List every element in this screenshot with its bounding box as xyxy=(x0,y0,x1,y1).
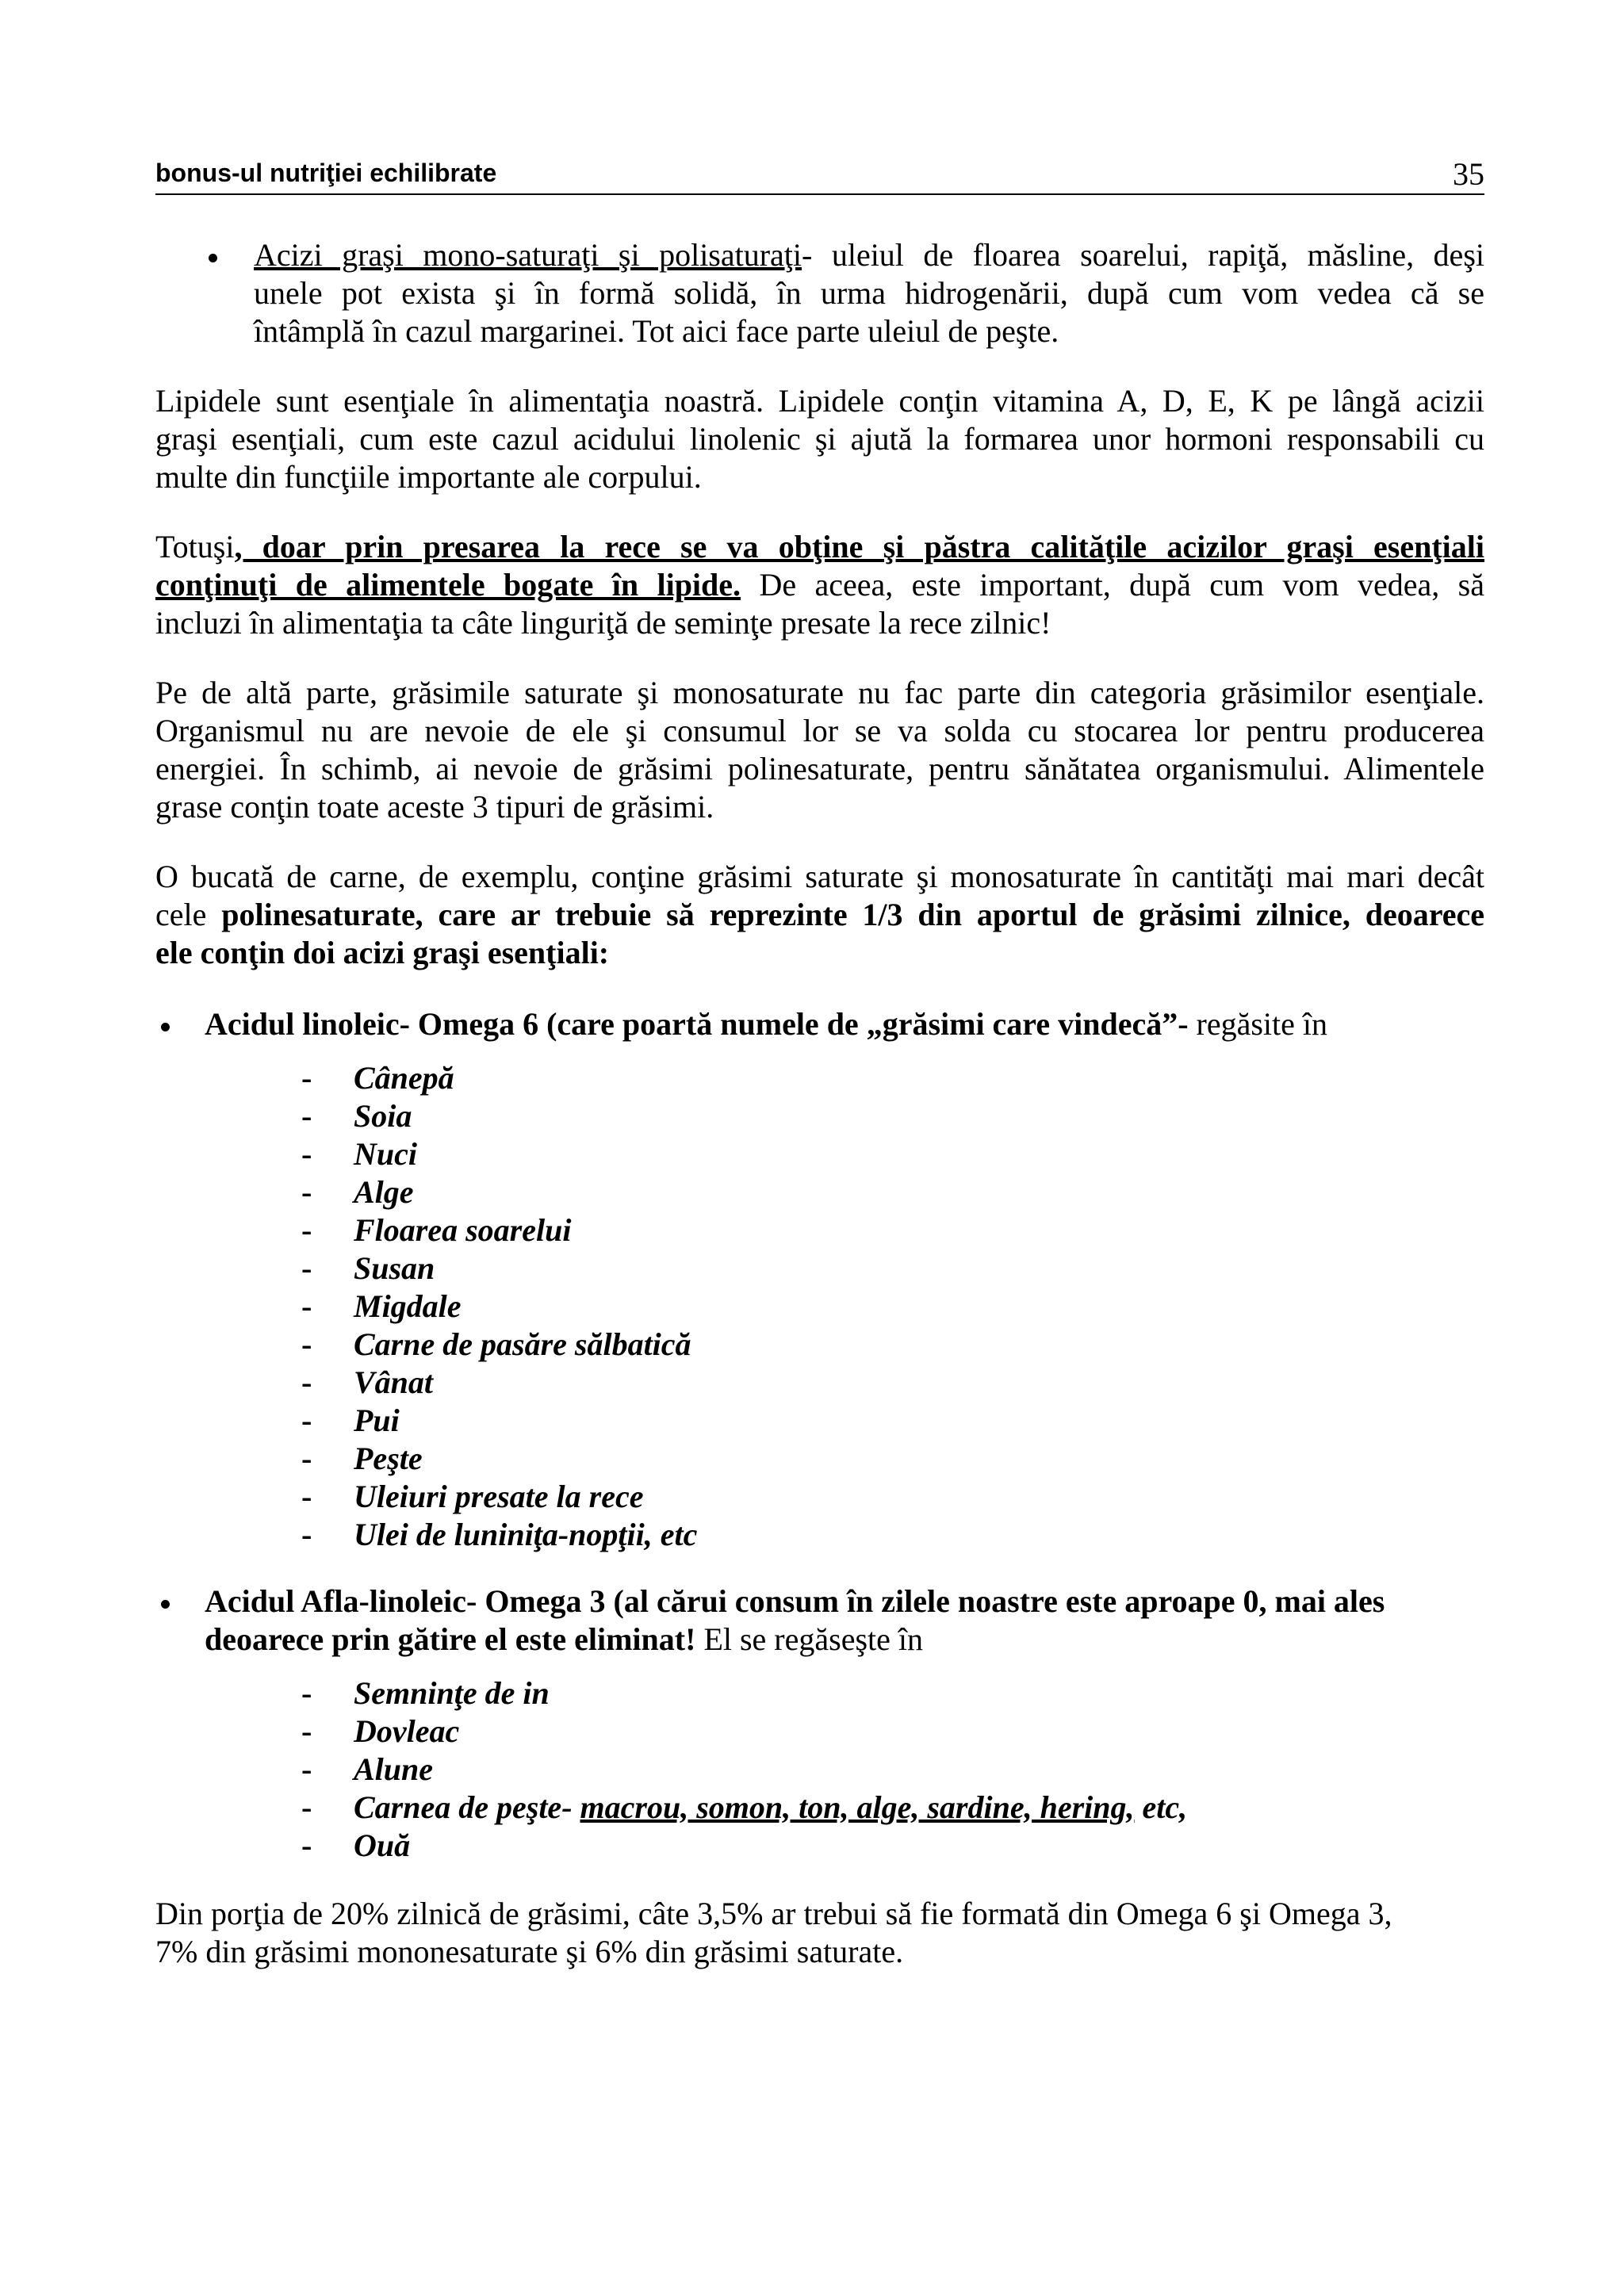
dash-marker: - xyxy=(301,1174,312,1210)
list-item-text: Pui xyxy=(354,1402,400,1438)
list-item-text: Floarea soarelui xyxy=(354,1212,572,1248)
dash-marker: - xyxy=(301,1713,312,1749)
bullet-dot xyxy=(161,1023,170,1031)
list-item-text: Soia xyxy=(354,1098,412,1134)
list-item-text: Dovleac xyxy=(354,1713,460,1749)
bullet-dot xyxy=(161,1600,170,1609)
list-item-text: Ulei de luniniţa-nopţii, etc xyxy=(354,1517,698,1552)
dash-marker: - xyxy=(301,1827,312,1863)
bold-text: polinesaturate, care ar trebuie să reprezinte 1/3 din aportul de grăsimi zilnice, deoarece xyxy=(221,897,1484,932)
paragraph-line: Pe de altă parte, grăsimile saturate şi monosaturate nu fac parte din categoria grăsimilor esenţiale. xyxy=(155,675,1484,710)
bullet-line xyxy=(205,1005,1484,1043)
page-number: 35 xyxy=(1453,156,1484,192)
dash-marker: - xyxy=(301,1751,312,1787)
paragraph-line: energiei. În schimb, ai nevoie de grăsimi polinesaturate, pentru sănătatea organismului. Alimentele xyxy=(155,751,1484,786)
dash-marker: - xyxy=(301,1136,312,1172)
list-item-text: Susan xyxy=(354,1250,435,1286)
paragraph-line: grase conţin toate aceste 3 tipuri de grăsimi. xyxy=(155,789,714,825)
bullet-line: întâmplă în cazul margarinei. Tot aici face parte uleiul de peşte. xyxy=(254,313,1059,349)
paragraph-lipids xyxy=(155,382,1484,496)
paragraph-line xyxy=(155,566,1484,604)
underlined-fish-list: macrou, somon, ton, alge, sardine, hering, xyxy=(580,1789,1135,1825)
paragraph-line: Din porţia de 20% zilnică de grăsimi, câte 3,5% ar trebui să fie formată din Omega 6 şi Omega 3, xyxy=(155,1896,1392,1931)
text-span: regăsite în xyxy=(1188,1006,1328,1042)
list-item-text: Vânat xyxy=(354,1364,434,1400)
list-item-text: Carne de pasăre sălbatică xyxy=(354,1326,691,1362)
paragraph-line: ele conţin doi acizi graşi esenţiali: xyxy=(155,935,610,970)
dash-marker: - xyxy=(301,1517,312,1552)
dash-marker: - xyxy=(301,1441,312,1476)
list-item-text: Ouă xyxy=(354,1827,411,1863)
paragraph-cold-pressing xyxy=(155,528,1484,642)
paragraph-meat xyxy=(155,858,1484,972)
page-header xyxy=(155,155,1484,195)
underlined-term: Acizi graşi mono-saturaţi şi polisaturaţi xyxy=(254,237,802,273)
omega6-heading xyxy=(205,1005,1484,1043)
dash-marker: - xyxy=(301,1250,312,1286)
paragraph-line: incluzi în alimentaţia ta câte linguriţă de seminţe presate la rece zilnic! xyxy=(155,605,1051,641)
paragraph-line: multe din funcţiile importante ale corpului. xyxy=(155,459,702,495)
list-item-text: Alune xyxy=(354,1751,434,1787)
bullet-dot xyxy=(209,254,217,262)
list-item-text: Alge xyxy=(354,1174,414,1210)
text-span: cele xyxy=(155,897,222,932)
bullet-line xyxy=(205,1621,1484,1659)
bullet-mono-poly xyxy=(254,236,1484,350)
dash-marker: - xyxy=(301,1326,312,1362)
paragraph-daily-portion xyxy=(155,1895,1484,1971)
text-span: Carnea de peşte- xyxy=(354,1789,580,1825)
dash-marker: - xyxy=(301,1675,312,1711)
text-span: Totuşi xyxy=(155,529,235,564)
bullet-line xyxy=(254,236,1484,274)
list-item-text: Nuci xyxy=(354,1136,417,1172)
bullet-line: Acidul Afla-linoleic- Omega 3 (al cărui consum în zilele noastre este aproape 0, mai ales xyxy=(205,1583,1385,1619)
paragraph-line: Organismul nu are nevoie de ele şi consumul lor se va solda cu stocarea lor pentru producerea xyxy=(155,713,1484,748)
list-item-text: Migdale xyxy=(354,1288,462,1324)
paragraph-line: O bucată de carne, de exemplu, conţine grăsimi saturate şi monosaturate în cantităţi mai mari decât xyxy=(155,859,1484,894)
dash-marker: - xyxy=(301,1364,312,1400)
list-item-text: Semninţe de in xyxy=(354,1675,550,1711)
bullet-line: unele pot exista şi în formă solidă, în urma hidrogenării, după cum vom vedea că se xyxy=(254,275,1484,311)
paragraph-line xyxy=(155,528,1484,566)
paragraph-line: 7% din grăsimi mononesaturate şi 6% din grăsimi saturate. xyxy=(155,1934,904,1969)
dash-marker: - xyxy=(301,1098,312,1134)
text-span: El se regăseşte în xyxy=(695,1621,923,1657)
paragraph-saturated xyxy=(155,674,1484,826)
dash-marker: - xyxy=(301,1789,312,1825)
header-title: bonus-ul nutriţiei echilibrate xyxy=(155,159,497,187)
dash-marker: - xyxy=(301,1288,312,1324)
paragraph-line xyxy=(155,896,1484,934)
omega3-heading xyxy=(205,1582,1484,1659)
paragraph-line: Lipidele sunt esenţiale în alimentaţia noastră. Lipidele conţin vitamina A, D, E, K pe lângă acizii xyxy=(155,383,1484,419)
bold-text: deoarece prin gătire el este eliminat! xyxy=(205,1621,696,1657)
list-item-text: Peşte xyxy=(354,1441,423,1476)
dash-marker: - xyxy=(301,1212,312,1248)
paragraph-line: graşi esenţiali, cum este cazul acidului linolenic şi ajută la formarea unor hormoni responsabili cu xyxy=(155,421,1484,457)
dash-marker: - xyxy=(301,1402,312,1438)
dash-marker: - xyxy=(301,1479,312,1514)
bold-text: Acidul linoleic- Omega 6 (care poartă numele de „grăsimi care vindecă”- xyxy=(205,1006,1189,1042)
bold-underlined-text: , doar prin presarea la rece se va obţine şi păstra calităţile acizilor graşi esenţiali xyxy=(234,529,1484,564)
bold-underlined-text: conţinuţi de alimentele bogate în lipide. xyxy=(155,567,741,603)
dash-marker: - xyxy=(301,1060,312,1096)
list-item-text: Uleiuri presate la rece xyxy=(354,1479,644,1514)
text-span: De aceea, este important, după cum vom vedea, să xyxy=(741,567,1484,603)
list-item-text: Cânepă xyxy=(354,1060,454,1096)
text-span: etc, xyxy=(1134,1789,1188,1825)
list-item-text xyxy=(354,1789,1187,1827)
text-span: - uleiul de floarea soarelui, rapiţă, măsline, deşi xyxy=(802,237,1484,273)
